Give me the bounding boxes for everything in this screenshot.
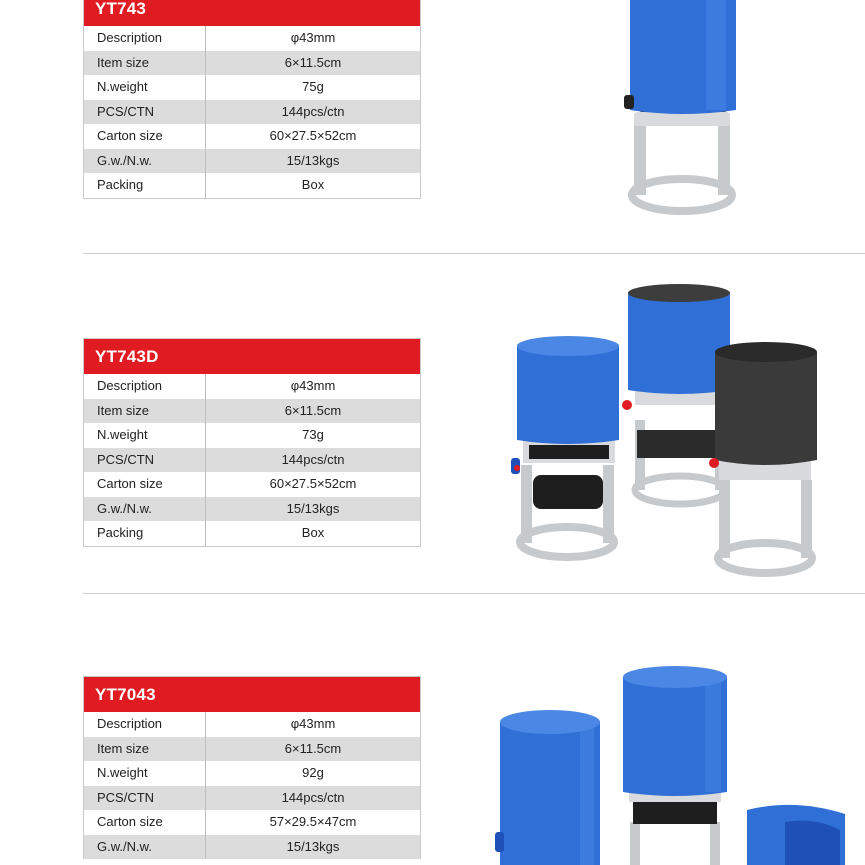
- spec-label: Item size: [84, 737, 206, 762]
- spec-value: 15/13kgs: [286, 500, 340, 516]
- spec-value: φ43mm: [290, 378, 336, 393]
- spec-row: [84, 835, 420, 860]
- spec-label: PCS/CTN: [84, 100, 206, 125]
- stamp-black: [709, 342, 817, 573]
- spec-value: Box: [301, 177, 325, 192]
- stamp-blue-closed: [495, 710, 600, 865]
- stamp-blue-cap: [747, 805, 845, 865]
- spec-value: 57×29.5×47cm: [269, 814, 357, 829]
- spec-row: [84, 761, 420, 786]
- spec-value: 6×11.5cm: [284, 402, 342, 418]
- spec-label: Packing: [84, 173, 206, 198]
- spec-row: [84, 712, 420, 737]
- spec-row: [84, 149, 420, 174]
- spec-label: G.w./N.w.: [84, 497, 206, 522]
- spec-value: 6×11.5cm: [284, 54, 342, 70]
- spec-label: Carton size: [84, 124, 206, 149]
- spec-label: Carton size: [84, 472, 206, 497]
- spec-label: PCS/CTN: [84, 786, 206, 811]
- spec-row: [84, 124, 420, 149]
- spec-label: N.weight: [84, 423, 206, 448]
- spec-row: [84, 100, 420, 125]
- spec-value: 60×27.5×52cm: [269, 128, 357, 143]
- spec-row: [84, 810, 420, 835]
- spec-row: [84, 173, 420, 198]
- stamp-blue-front: [511, 336, 619, 557]
- section-divider: [83, 253, 865, 254]
- spec-label: PCS/CTN: [84, 448, 206, 473]
- model-title: YT7043: [84, 677, 420, 712]
- spec-label: G.w./N.w.: [84, 149, 206, 174]
- spec-label: Carton size: [84, 810, 206, 835]
- spec-row: [84, 497, 420, 522]
- spec-label: Packing: [84, 521, 206, 546]
- model-title: YT743: [84, 0, 420, 26]
- spec-value: 60×27.5×52cm: [269, 476, 357, 491]
- spec-value: 144pcs/ctn: [281, 103, 345, 119]
- spec-label: Description: [84, 712, 206, 737]
- spec-value: 144pcs/ctn: [281, 451, 345, 467]
- spec-row: [84, 399, 420, 424]
- spec-row: [84, 374, 420, 399]
- spec-row: [84, 75, 420, 100]
- spec-label: G.w./N.w.: [84, 835, 206, 860]
- spec-row: [84, 521, 420, 546]
- spec-label: N.weight: [84, 75, 206, 100]
- spec-value: 15/13kgs: [286, 152, 340, 168]
- spec-label: Item size: [84, 51, 206, 76]
- spec-value: 73g: [302, 427, 324, 442]
- spec-row: [84, 51, 420, 76]
- stamp-photo: [505, 280, 835, 580]
- spec-value: Box: [301, 525, 325, 540]
- stamp-photo: [495, 662, 860, 865]
- spec-label: Description: [84, 26, 206, 51]
- spec-row: [84, 26, 420, 51]
- spec-table: [83, 676, 421, 859]
- stamp-blue-open: [623, 666, 727, 865]
- spec-value: 6×11.5cm: [284, 740, 342, 756]
- spec-value: φ43mm: [290, 716, 336, 731]
- spec-label: Description: [84, 374, 206, 399]
- stamp-photo: [620, 0, 750, 220]
- spec-table: [83, 0, 421, 199]
- section-divider: [83, 593, 865, 594]
- spec-value: 92g: [302, 765, 324, 780]
- spec-label: Item size: [84, 399, 206, 424]
- spec-table: [83, 338, 421, 547]
- spec-label: N.weight: [84, 761, 206, 786]
- spec-row: [84, 423, 420, 448]
- stamp-blue-back: [622, 284, 730, 504]
- spec-row: [84, 472, 420, 497]
- spec-row: [84, 737, 420, 762]
- spec-value: 144pcs/ctn: [281, 789, 345, 805]
- spec-value: φ43mm: [290, 30, 336, 45]
- spec-value: 75g: [302, 79, 324, 94]
- spec-row: [84, 786, 420, 811]
- spec-value: 15/13kgs: [286, 838, 340, 854]
- spec-row: [84, 448, 420, 473]
- model-title: YT743D: [84, 339, 420, 374]
